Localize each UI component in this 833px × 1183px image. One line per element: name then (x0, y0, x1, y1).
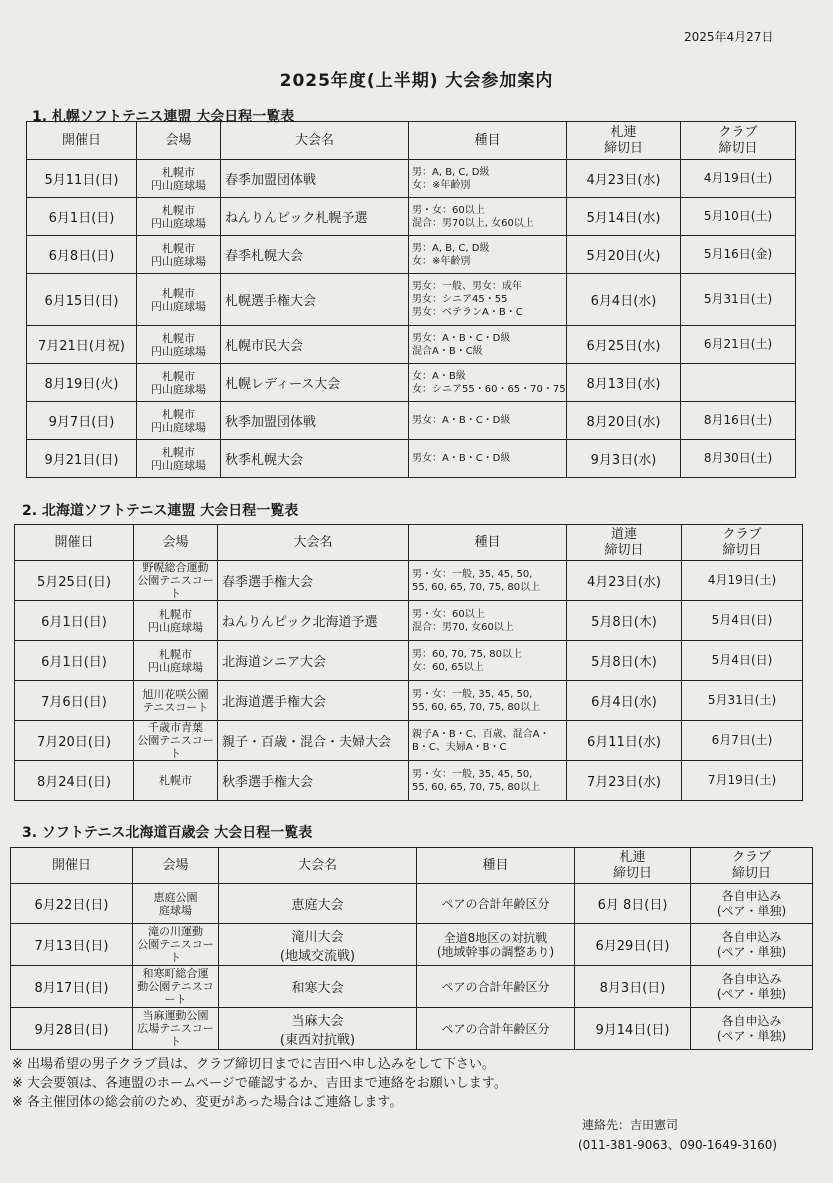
union-deadline-cell: 6月4日(水) (567, 274, 681, 326)
union-deadline-cell: 6月 8日(日) (575, 884, 691, 924)
column-header: 札連 締切日 (575, 848, 691, 884)
section-1-table (26, 121, 796, 478)
date-cell: 9月7日(日) (27, 402, 137, 440)
table-row (11, 924, 813, 966)
name-cell: 秋季加盟団体戦 (221, 402, 409, 440)
venue-cell: 札幌市 円山庭球場 (134, 641, 218, 681)
name-cell: 札幌選手権大会 (221, 274, 409, 326)
event-cell: ペアの合計年齢区分 (417, 966, 575, 1008)
date-cell: 5月11日(日) (27, 160, 137, 198)
club-deadline-cell: 各自申込み (ペア・単独) (691, 1008, 813, 1050)
header-row (27, 122, 796, 160)
section-1-heading: 1. 札幌ソフトテニス連盟 大会日程一覧表 (32, 109, 295, 125)
date-cell: 8月17日(日) (11, 966, 133, 1008)
note-1: ※ 出場希望の男子クラブ員は、クラブ締切日までに吉田へ申し込みをして下さい。 (12, 1057, 496, 1072)
venue-cell: 当麻運動公園 広場テニスコート (133, 1008, 219, 1050)
name-cell: ねんりんピック札幌予選 (221, 198, 409, 236)
club-deadline-cell: 4月19日(土) (682, 561, 803, 601)
table-row (11, 884, 813, 924)
table-row (15, 681, 803, 721)
event-cell: 全道8地区の対抗戦 (地域幹事の調整あり) (417, 924, 575, 966)
venue-cell: 札幌市 (134, 761, 218, 801)
union-deadline-cell: 6月25日(水) (567, 326, 681, 364)
name-cell: 札幌市民大会 (221, 326, 409, 364)
table-row (27, 326, 796, 364)
union-deadline-cell: 6月11日(水) (567, 721, 682, 761)
note-2: ※ 大会要領は、各連盟のホームページで確認するか、吉田まで連絡をお願いします。 (12, 1076, 507, 1091)
column-header: クラブ 締切日 (691, 848, 813, 884)
name-cell: 秋季選手権大会 (218, 761, 409, 801)
union-deadline-cell: 8月13日(水) (567, 364, 681, 402)
table-row (15, 761, 803, 801)
name-cell: 秋季札幌大会 (221, 440, 409, 478)
club-deadline-cell: 7月19日(土) (682, 761, 803, 801)
name-cell: 春季選手権大会 (218, 561, 409, 601)
column-header: 大会名 (219, 848, 417, 884)
name-cell: 北海道選手権大会 (218, 681, 409, 721)
venue-cell: 和寒町総合運 動公園テニスコート (133, 966, 219, 1008)
date-cell: 6月1日(日) (15, 601, 134, 641)
venue-cell: 札幌市 円山庭球場 (137, 364, 221, 402)
column-header: 大会名 (221, 122, 409, 160)
section-2-heading: 2. 北海道ソフトテニス連盟 大会日程一覧表 (22, 503, 299, 519)
date-cell: 7月20日(日) (15, 721, 134, 761)
name-cell: 親子・百歳・混合・夫婦大会 (218, 721, 409, 761)
club-deadline-cell: 5月16日(金) (681, 236, 796, 274)
table-row (27, 236, 796, 274)
table-row (27, 402, 796, 440)
union-deadline-cell: 7月23日(水) (567, 761, 682, 801)
union-deadline-cell: 5月20日(火) (567, 236, 681, 274)
event-cell: 男：60, 70, 75, 80以上 女：60, 65以上 (409, 641, 567, 681)
column-header: 大会名 (218, 525, 409, 561)
contact-block (578, 1115, 777, 1155)
date-cell: 6月22日(日) (11, 884, 133, 924)
venue-cell: 札幌市 円山庭球場 (137, 160, 221, 198)
section-3-heading: 3. ソフトテニス北海道百歳会 大会日程一覧表 (22, 825, 313, 841)
column-header: 種目 (409, 122, 567, 160)
club-deadline-cell: 5月31日(土) (682, 681, 803, 721)
column-header: 種目 (409, 525, 567, 561)
venue-cell: 恵庭公園 庭球場 (133, 884, 219, 924)
venue-cell: 札幌市 円山庭球場 (137, 440, 221, 478)
event-cell: 男・女：一般, 35, 45, 50, 55, 60, 65, 70, 75, 80以上 (409, 681, 567, 721)
page-title: 2025年度(上半期) 大会参加案内 (279, 71, 554, 91)
date-cell: 7月13日(日) (11, 924, 133, 966)
issue-date: 2025年4月27日 (684, 30, 774, 44)
section-3-table (10, 847, 813, 1050)
club-deadline-cell: 各自申込み (ペア・単独) (691, 966, 813, 1008)
date-cell: 9月21日(日) (27, 440, 137, 478)
column-header: 道連 締切日 (567, 525, 682, 561)
union-deadline-cell: 8月20日(水) (567, 402, 681, 440)
header-row (11, 848, 813, 884)
event-cell: 男・女：一般, 35, 45, 50, 55, 60, 65, 70, 75, 80以上 (409, 761, 567, 801)
union-deadline-cell: 4月23日(水) (567, 561, 682, 601)
event-cell: 男：A, B, C, D級 女：※年齢別 (409, 236, 567, 274)
date-cell: 6月1日(日) (27, 198, 137, 236)
union-deadline-cell: 8月3日(日) (575, 966, 691, 1008)
venue-cell: 札幌市 円山庭球場 (134, 601, 218, 641)
date-cell: 7月21日(月祝) (27, 326, 137, 364)
column-header: 会場 (133, 848, 219, 884)
venue-cell: 旭川花咲公園 テニスコート (134, 681, 218, 721)
union-deadline-cell: 5月8日(木) (567, 601, 682, 641)
club-deadline-cell: 各自申込み (ペア・単独) (691, 924, 813, 966)
name-cell: 和寒大会 (219, 966, 417, 1008)
union-deadline-cell: 6月29日(日) (575, 924, 691, 966)
club-deadline-cell: 5月31日(土) (681, 274, 796, 326)
column-header: 会場 (137, 122, 221, 160)
club-deadline-cell: 6月21日(土) (681, 326, 796, 364)
club-deadline-cell (681, 364, 796, 402)
column-header: 開催日 (15, 525, 134, 561)
venue-cell: 千歳市青葉 公園テニスコート (134, 721, 218, 761)
name-cell: 滝川大会 (地域交流戦) (219, 924, 417, 966)
venue-cell: 札幌市 円山庭球場 (137, 236, 221, 274)
event-cell: ペアの合計年齢区分 (417, 1008, 575, 1050)
event-cell: 女：A・B級 女：シニア55・60・65・70・75 (409, 364, 567, 402)
date-cell: 6月15日(日) (27, 274, 137, 326)
event-cell: 男女：一般、男女：成年 男女：シニア45・55 男女：ベテランA・B・C (409, 274, 567, 326)
table-row (27, 364, 796, 402)
club-deadline-cell: 5月4日(日) (682, 601, 803, 641)
column-header: 会場 (134, 525, 218, 561)
venue-cell: 野幌総合運動 公園テニスコート (134, 561, 218, 601)
name-cell: 当麻大会 (東西対抗戦) (219, 1008, 417, 1050)
union-deadline-cell: 9月3日(水) (567, 440, 681, 478)
table-row (11, 1008, 813, 1050)
column-header: 種目 (417, 848, 575, 884)
club-deadline-cell: 5月4日(日) (682, 641, 803, 681)
venue-cell: 札幌市 円山庭球場 (137, 326, 221, 364)
column-header: クラブ 締切日 (681, 122, 796, 160)
contact-phones: (011-381-9063、090-1649-3160) (578, 1138, 778, 1152)
event-cell: 男・女：60以上 混合：男70以上, 女60以上 (409, 198, 567, 236)
table-row (27, 274, 796, 326)
column-header: 札連 締切日 (567, 122, 681, 160)
name-cell: 北海道シニア大会 (218, 641, 409, 681)
column-header: クラブ 締切日 (682, 525, 803, 561)
event-cell: 親子A・B・C、百歳、混合A・ B・C、夫婦A・B・C (409, 721, 567, 761)
event-cell: ペアの合計年齢区分 (417, 884, 575, 924)
union-deadline-cell: 6月4日(水) (567, 681, 682, 721)
club-deadline-cell: 6月7日(土) (682, 721, 803, 761)
union-deadline-cell: 4月23日(水) (567, 160, 681, 198)
note-3: ※ 各主催団体の総会前のため、変更があった場合はご連絡します。 (12, 1095, 403, 1110)
event-cell: 男：A, B, C, D級 女：※年齢別 (409, 160, 567, 198)
event-cell: 男女：A・B・C・D級 (409, 402, 567, 440)
venue-cell: 札幌市 円山庭球場 (137, 402, 221, 440)
event-cell: 男女：A・B・C・D級 (409, 440, 567, 478)
date-cell: 8月19日(火) (27, 364, 137, 402)
table-row (15, 601, 803, 641)
union-deadline-cell: 5月14日(水) (567, 198, 681, 236)
date-cell: 6月8日(日) (27, 236, 137, 274)
table-row (15, 561, 803, 601)
section-2-table (14, 524, 803, 801)
table-row (27, 198, 796, 236)
name-cell: 春季加盟団体戦 (221, 160, 409, 198)
date-cell: 9月28日(日) (11, 1008, 133, 1050)
event-cell: 男女：A・B・C・D級 混合A・B・C級 (409, 326, 567, 364)
event-cell: 男・女：一般, 35, 45, 50, 55, 60, 65, 70, 75, 80以上 (409, 561, 567, 601)
name-cell: 春季札幌大会 (221, 236, 409, 274)
notes (12, 1055, 507, 1112)
name-cell: 恵庭大会 (219, 884, 417, 924)
table-row (27, 440, 796, 478)
union-deadline-cell: 9月14日(日) (575, 1008, 691, 1050)
date-cell: 7月6日(日) (15, 681, 134, 721)
union-deadline-cell: 5月8日(木) (567, 641, 682, 681)
club-deadline-cell: 4月19日(土) (681, 160, 796, 198)
table-row (27, 160, 796, 198)
club-deadline-cell: 各自申込み (ペア・単独) (691, 884, 813, 924)
venue-cell: 滝の川運動 公園テニスコート (133, 924, 219, 966)
column-header: 開催日 (27, 122, 137, 160)
table-row (11, 966, 813, 1008)
date-cell: 8月24日(日) (15, 761, 134, 801)
table-row (15, 641, 803, 681)
header-row (15, 525, 803, 561)
event-cell: 男・女：60以上 混合：男70, 女60以上 (409, 601, 567, 641)
club-deadline-cell: 8月16日(土) (681, 402, 796, 440)
name-cell: 札幌レディース大会 (221, 364, 409, 402)
venue-cell: 札幌市 円山庭球場 (137, 198, 221, 236)
venue-cell: 札幌市 円山庭球場 (137, 274, 221, 326)
name-cell: ねんりんピック北海道予選 (218, 601, 409, 641)
table-row (15, 721, 803, 761)
club-deadline-cell: 5月10日(土) (681, 198, 796, 236)
contact-label: 連絡先：吉田憲司 (582, 1118, 679, 1132)
column-header: 開催日 (11, 848, 133, 884)
club-deadline-cell: 8月30日(土) (681, 440, 796, 478)
date-cell: 5月25日(日) (15, 561, 134, 601)
date-cell: 6月1日(日) (15, 641, 134, 681)
